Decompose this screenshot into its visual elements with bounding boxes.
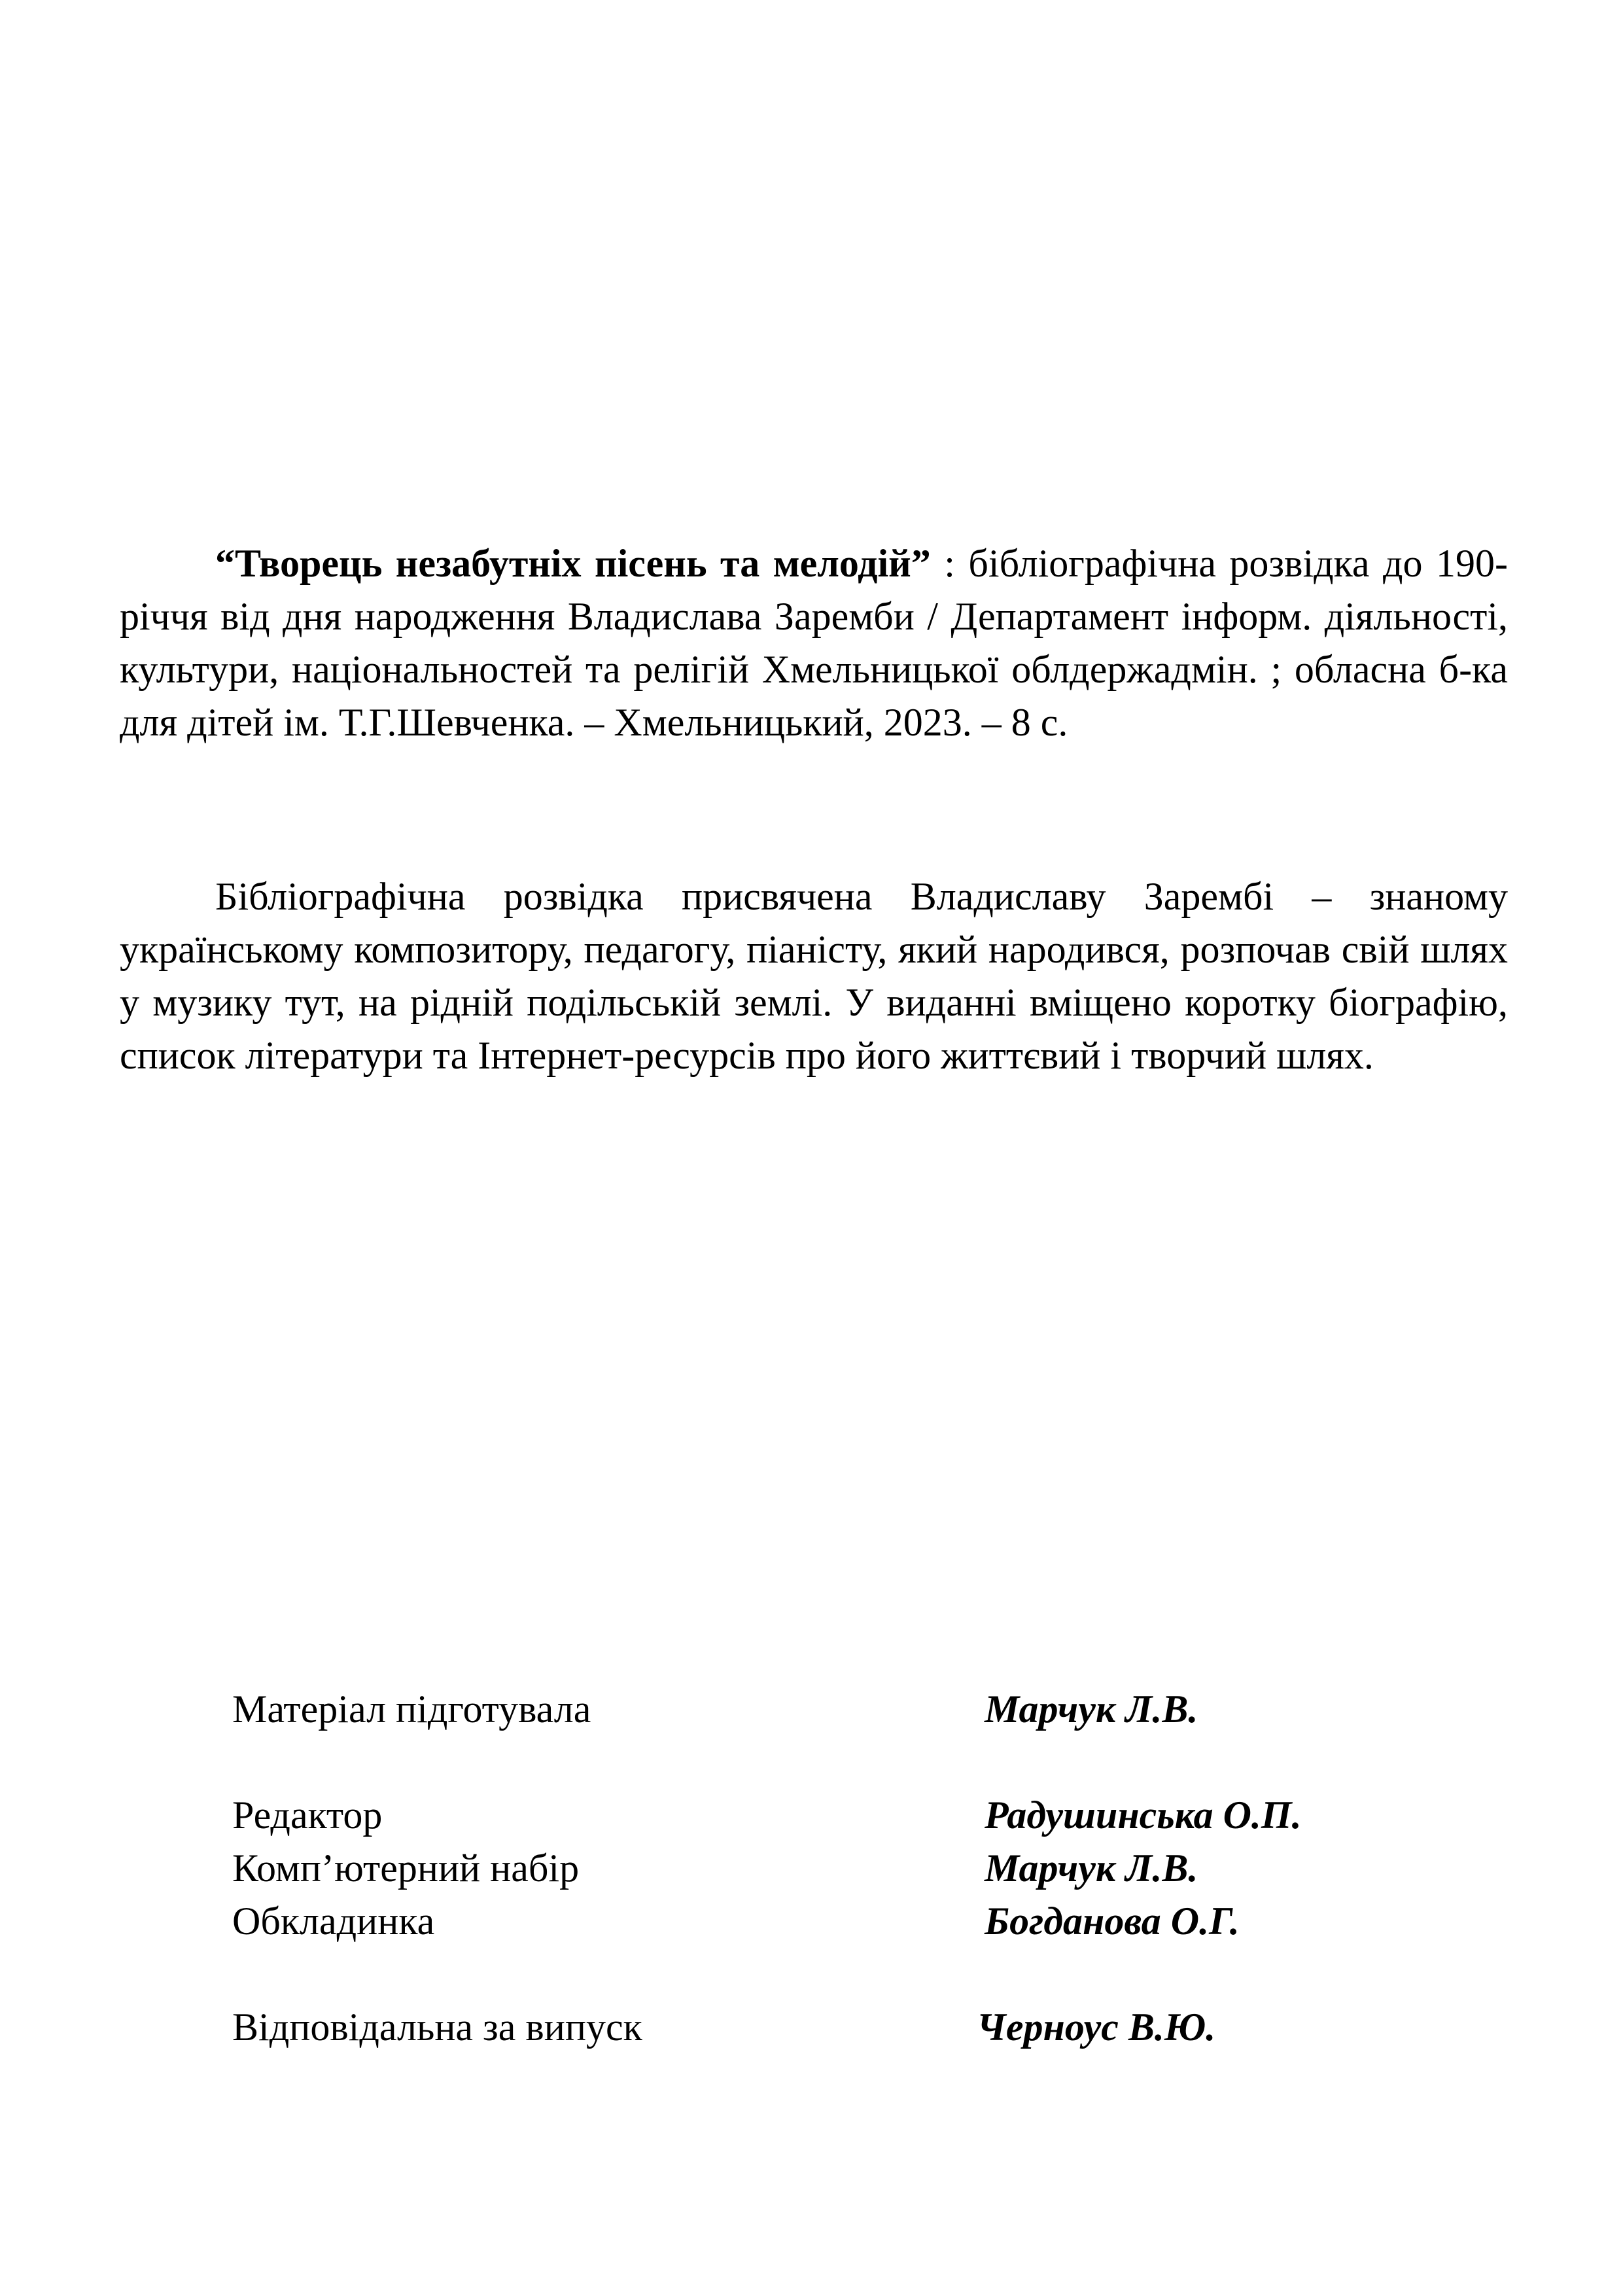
credit-row-responsible: [232, 2001, 1508, 2054]
credit-name: Марчук Л.В.: [985, 1846, 1198, 1890]
credit-row-prepared: [232, 1683, 1508, 1736]
annotation: [120, 870, 1508, 1082]
credit-row-typesetting: [232, 1842, 1508, 1895]
credit-name: Марчук Л.В.: [985, 1687, 1198, 1731]
publication-details: : бібліографічна розвідка до 190-річчя від дня народження Владислава Заремби / Департамент інформ. діяльності, культури, національностей та релігій Хмельницької облдержадмін. ; обласна б-ка для дітей ім. Т.Г.Шевченка. – Хмельницький, 2023. – 8 с.: [120, 542, 1509, 744]
credit-row-editor: [232, 1789, 1508, 1842]
credit-name: Богданова О.Г.: [985, 1899, 1240, 1943]
annotation-text: Бібліографічна розвідка присвячена Владиславу Зарембі – знаному українському композитору, педагогу, піаністу, який народився, розпочав свій шлях у музику тут, на рідній подільській землі. У виданні вміщено коротку біографію, список літератури та Інтернет-ресурсів про його життєвий і творчий шлях.: [120, 875, 1508, 1077]
credit-role: Відповідальна за випуск: [232, 2005, 642, 2049]
credit-role: Комп’ютерний набір: [232, 1846, 580, 1890]
bibliographic-description: [120, 537, 1508, 749]
credit-row-cover: [232, 1895, 1508, 1948]
credit-name: Черноус В.Ю.: [977, 2005, 1216, 2049]
credit-role: Редактор: [232, 1793, 383, 1837]
publication-title: “Творець незабутніх пісень та мелодій”: [215, 542, 931, 585]
credit-role: Матеріал підготувала: [232, 1687, 591, 1731]
credit-name: Радушинська О.П.: [985, 1793, 1302, 1837]
credit-role: Обкладинка: [232, 1899, 435, 1943]
